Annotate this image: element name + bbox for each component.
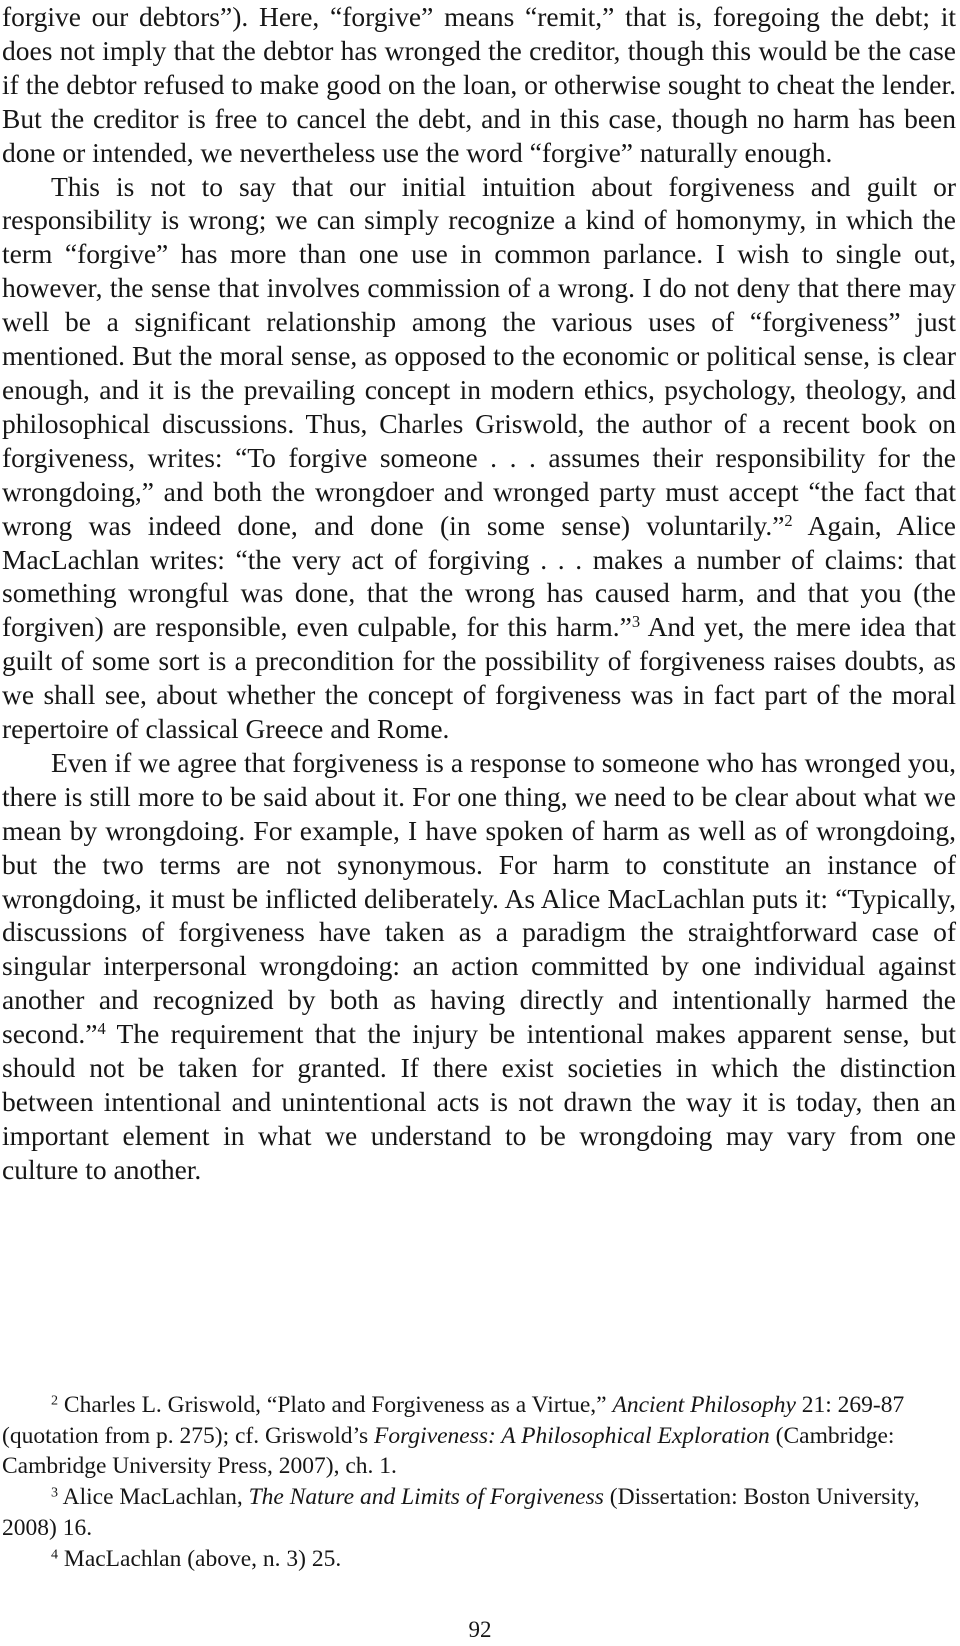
text-run: Again, Alice MacLachlan writes: “the very act of forgiving . . . makes a number of claims: that something wrongful was done, that the wrong has caused harm, and that you (the forgiven) are responsible, even culpable, for this harm.” [2, 509, 956, 643]
italic-title: The Nature and Limits of Forgiveness [248, 1484, 604, 1511]
text-run: Charles L. Griswold, “Plato and Forgiveness as a Virtue,” [58, 1392, 613, 1418]
footnote-marker: 2 [51, 1392, 59, 1409]
paragraph [2, 170, 956, 746]
footnote [2, 1390, 956, 1482]
footnote-marker: 3 [51, 1484, 59, 1501]
footnotes [2, 1390, 956, 1574]
paragraph [2, 0, 956, 170]
text-run: (Dissertation: Boston University, 2008) 16. [2, 1484, 920, 1541]
footnote-marker: 3 [631, 612, 641, 632]
text-run: And yet, the mere idea that guilt of some sort is a precondition for the possibility of forgiveness raises doubts, as we shall see, about whether the concept of forgiveness was in fact part of the moral repertoire of classical Greece and Rome. [2, 611, 956, 745]
italic-title: Forgiveness: A Philosophical Exploration [374, 1422, 770, 1449]
text-run: Alice MacLachlan, [58, 1484, 249, 1511]
footnote [2, 1544, 956, 1575]
text-run: This is not to say that our initial intuition about forgiveness and guilt or responsibility is wrong; we can simply recognize a kind of homonymy, in which the term “forgive” has more than one use in common parlance. I wish to single out, however, the sense that involves commission of a wrong. I do not deny that there may well be a significant relationship among the various uses of “forgiveness” just mentioned. But the moral sense, as opposed to the economic or political sense, is clear enough, and it is the prevailing concept in modern ethics, psychology, theology, and philosophical discussions. Thus, Charles Griswold, the author of a recent book on forgiveness, writes: “To forgive someone . . . assumes their responsibility for the wrongdoing,” and both the wrongdoer and wronged party must accept “the fact that wrong was indeed done, and done (in some sense) voluntarily.” [2, 170, 956, 541]
text-run: forgive our debtors”). Here, “forgive” means “remit,” that is, foregoing the debt; it does not imply that the debtor has wronged the creditor, though this would be the case if the debtor refused to make good on the loan, or otherwise sought to cheat the lender. But the creditor is free to cancel the debt, and in this case, though no harm has been done or intended, we nevertheless use the word “forgive” naturally enough. [2, 1, 956, 168]
italic-title: Ancient Philosophy [612, 1392, 796, 1418]
text-run: MacLachlan (above, n. 3) 25. [58, 1545, 342, 1572]
paragraph [2, 746, 956, 1187]
page-number: 92 [468, 1617, 492, 1642]
text-run: Even if we agree that forgiveness is a response to someone who has wronged you, there is still more to be said about it. For one thing, we need to be clear about what we mean by wrongdoing. For example, I have spoken of harm as well as of wrongdoing, but the two terms are not synonymous. For harm to constitute an instance of wrongdoing, it must be inflicted deliberately. As Alice MacLachlan puts it: “Typically, discussions of forgiveness have taken as a paradigm the straightforward case of singular interpersonal wrongdoing: an action committed by one individual against another and recognized by both as having directly and intentionally harmed the second.” [2, 746, 956, 1050]
body-text [2, 0, 956, 1187]
text-run: 21: 269-87 (quotation from p. 275); cf. Griswold’s [2, 1392, 905, 1449]
footnote-marker: 4 [51, 1545, 59, 1562]
text-run: The requirement that the injury be intentional makes apparent sense, but should not be taken for granted. If there exist societies in which the distinction between intentional and unintentional acts is not drawn the way it is today, then an important element in what we understand to be wrongdoing may vary from one culture to another. [2, 1018, 956, 1185]
footnote [2, 1482, 956, 1543]
text-run: (Cambridge: Cambridge University Press, 2007), ch. 1. [2, 1422, 895, 1480]
footnote-marker: 4 [97, 1019, 106, 1039]
footnote-marker: 2 [784, 510, 793, 530]
